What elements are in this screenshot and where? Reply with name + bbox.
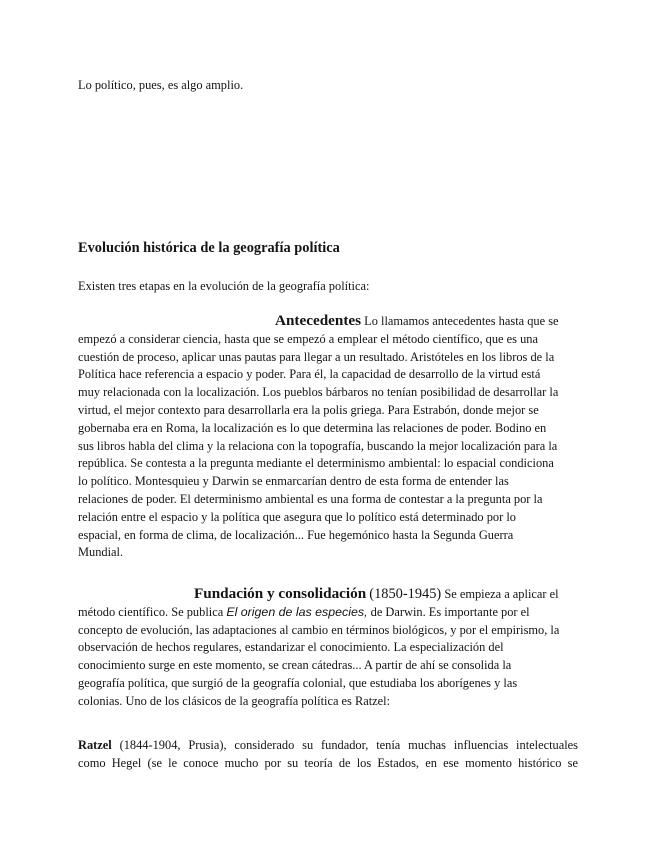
- ratzel-line-1: [78, 737, 578, 755]
- antecedentes-line: gobernaba era en Roma, la localización es lo que determina las relaciones de poder. Bodino en: [78, 420, 547, 435]
- ratzel-line-2: como Hegel (se le conoce mucho por su teoría de los Estados, en ese momento histórico se: [78, 755, 578, 770]
- fundacion-line2-b: de Darwin. Es importante por el: [370, 604, 530, 619]
- ratzel-paragraph: [78, 737, 578, 773]
- antecedentes-line: sus libros habla del clima y la relaciona con la topografía, buscando la mejor localización para la: [78, 438, 558, 453]
- ratzel-name: Ratzel: [78, 738, 112, 752]
- fundacion-paragraph: [78, 585, 578, 711]
- fundacion-second-line: [78, 604, 578, 622]
- antecedentes-line: república. Se contesta a la pregunta mediante el determinismo ambiental: lo espacial condiciona: [78, 456, 554, 471]
- antecedentes-title: Antecedentes: [275, 312, 362, 329]
- ratzel-line1-rest: (1844-1904, Prusia), considerado su fundador, tenía muchas influencias intelectuales: [119, 738, 578, 752]
- fundacion-first-line: [78, 585, 578, 604]
- etapas-paragraph: Existen tres etapas en la evolución de la geografía política:: [78, 279, 370, 293]
- fundacion-line: concepto de evolución, las adaptaciones al cambio en términos biológicos, y por el empirismo, la: [78, 622, 560, 637]
- book-title: El origen de las especies,: [226, 604, 368, 619]
- fundacion-line: geografía política, que surgió de la geografía colonial, que estudiaba los aborígenes y las: [78, 675, 518, 690]
- intro-paragraph: Lo político, pues, es algo amplio.: [78, 78, 244, 92]
- antecedentes-line-0: Lo llamamos antecedentes hasta que se: [364, 314, 559, 328]
- antecedentes-line: muy relacionada con la localización. Los pueblos bárbaros no tenían posibilidad de desarrollar la: [78, 385, 559, 400]
- fundacion-first-line-rest: Se empieza a aplicar el: [444, 587, 559, 601]
- fundacion-title: Fundación y consolidación: [194, 585, 367, 602]
- section-heading: Evolución histórica de la geografía política: [78, 240, 340, 256]
- antecedentes-line: relaciones de poder. El determinismo ambiental es una forma de contestar a la pregunta por la: [78, 491, 543, 506]
- antecedentes-paragraph: [78, 312, 578, 562]
- antecedentes-line: empezó a considerar ciencia, hasta que se empezó a emplear el método científico, que es una: [78, 331, 538, 346]
- fundacion-line: colonias. Uno de los clásicos de la geografía política es Ratzel:: [78, 693, 391, 708]
- fundacion-years: (1850-1945): [369, 586, 442, 602]
- antecedentes-first-line: [78, 312, 578, 331]
- antecedentes-line: Mundial.: [78, 545, 124, 560]
- antecedentes-line: espacial, en forma de clima, de localización... Fue hegemónico hasta la Segunda Guerra: [78, 527, 514, 542]
- fundacion-line: observación de hechos regulares, estandarizar el conocimiento. La especialización del: [78, 640, 504, 655]
- antecedentes-line: lo político. Montesquieu y Darwin se enmarcarían dentro de esta forma de entender las: [78, 474, 509, 489]
- antecedentes-line: cuestión de proceso, aplicar unas pautas para llegar a un resultado. Aristóteles en los libros de la: [78, 349, 555, 364]
- antecedentes-line: virtud, el mejor contexto para desarrollarla era la polis griega. Para Estrabón, donde mejor se: [78, 402, 539, 417]
- fundacion-line2-a: método científico. Se publica: [78, 604, 224, 619]
- antecedentes-line: relación entre el espacio y la política que asegura que lo político está determinado por lo: [78, 509, 516, 524]
- antecedentes-line: Política hace referencia a espacio y poder. Para él, la capacidad de desarrollo de la virtud está: [78, 367, 541, 382]
- fundacion-line: conocimiento surge en este momento, se crean cátedras... A partir de ahí se consolida la: [78, 658, 512, 673]
